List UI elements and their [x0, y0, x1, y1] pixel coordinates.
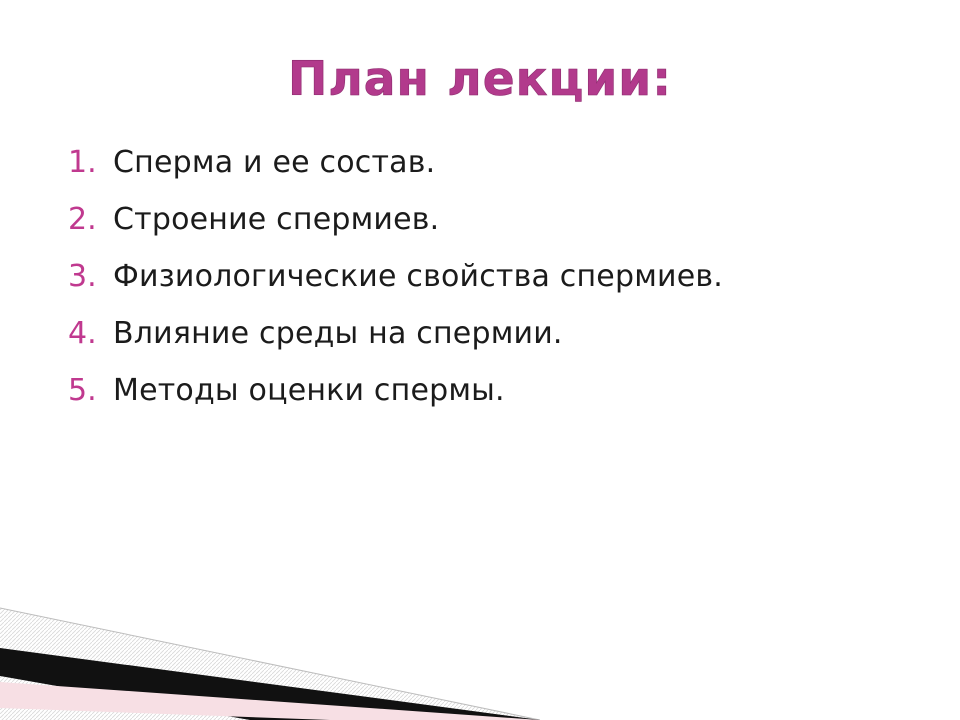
list-item — [68, 316, 908, 376]
list-item-label: Строение спермиев. — [113, 202, 440, 237]
list-item-number: 2. — [68, 202, 97, 237]
list-item — [68, 202, 908, 262]
list-item — [68, 259, 908, 319]
list-item-number: 4. — [68, 316, 97, 351]
list-item-number: 3. — [68, 259, 97, 294]
list-item — [68, 373, 908, 433]
list-item-label: Физиологические свойства спермиев. — [113, 259, 724, 294]
list-item — [68, 145, 908, 205]
list-item-number: 5. — [68, 373, 97, 408]
list-item-number: 1. — [68, 145, 97, 180]
bottom-left-corner-ribbon-icon — [0, 590, 540, 720]
lecture-plan-list — [68, 145, 908, 433]
list-item-label: Влияние среды на спермии. — [113, 316, 563, 351]
list-item-label: Сперма и ее состав. — [113, 145, 436, 180]
page-title: План лекции: — [287, 52, 672, 107]
list-item-label: Методы оценки спермы. — [113, 373, 505, 408]
